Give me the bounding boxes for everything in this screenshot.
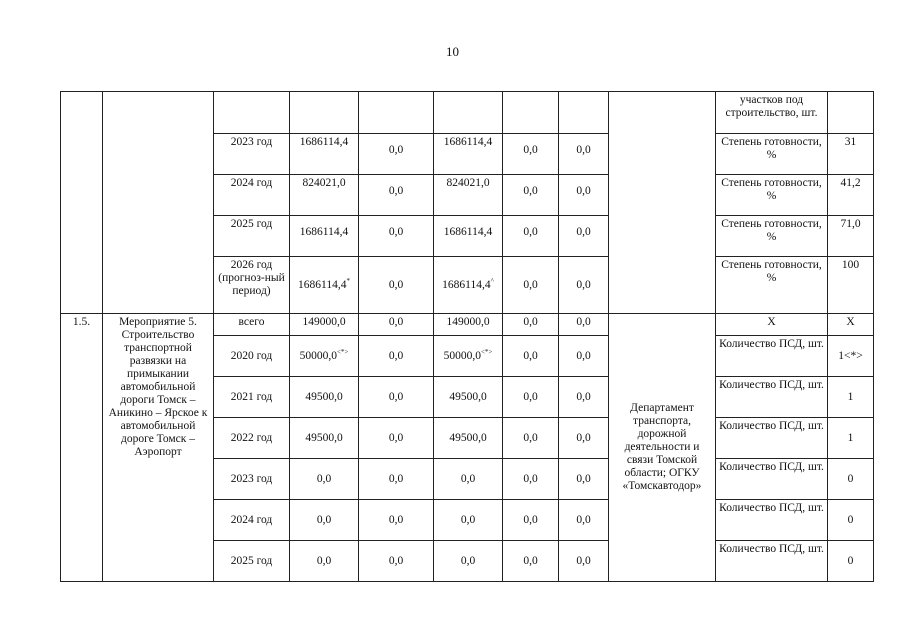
local-cell: 0,0: [503, 314, 559, 336]
indicator-value-cell: 100: [828, 257, 874, 314]
year-cell: 2021 год: [214, 377, 290, 418]
extra-budget-cell: 0,0: [559, 336, 609, 377]
year-cell: всего: [214, 314, 290, 336]
table-row: [61, 314, 874, 336]
indicator-cell: Количество ПСД, шт.: [716, 459, 828, 500]
extra-budget-cell: 0,0: [559, 175, 609, 216]
federal-cell: 0,0: [359, 500, 434, 541]
measure-name: Мероприятие 5. Строительство транспортной развязки на примыкании автомобильной дороги Томск – Аникино – Ярское к автомобильной дороге Томск – Аэропорт: [103, 314, 214, 582]
local-cell: 0,0: [503, 336, 559, 377]
indicator-value-cell: 1<*>: [828, 336, 874, 377]
indicator-value-cell: 41,2: [828, 175, 874, 216]
local-cell: 0,0: [503, 257, 559, 314]
regional-cell: [434, 92, 503, 134]
indicator-value-cell: 31: [828, 134, 874, 175]
local-cell: [503, 92, 559, 134]
year-cell: 2024 год: [214, 500, 290, 541]
indicator-cell: Количество ПСД, шт.: [716, 541, 828, 582]
regional-cell: 49500,0: [434, 418, 503, 459]
year-cell: [214, 92, 290, 134]
indicator-cell: Количество ПСД, шт.: [716, 336, 828, 377]
federal-cell: 0,0: [359, 216, 434, 257]
indicator-cell: Х: [716, 314, 828, 336]
total-cell: 149000,0: [290, 314, 359, 336]
extra-budget-cell: 0,0: [559, 216, 609, 257]
regional-cell: 0,0: [434, 459, 503, 500]
total-cell: 824021,0: [290, 175, 359, 216]
year-cell: 2025 год: [214, 216, 290, 257]
year-cell: 2024 год: [214, 175, 290, 216]
indicator-value-cell: 71,0: [828, 216, 874, 257]
extra-budget-cell: 0,0: [559, 134, 609, 175]
federal-cell: 0,0: [359, 314, 434, 336]
local-cell: 0,0: [503, 500, 559, 541]
federal-cell: 0,0: [359, 541, 434, 582]
footnote-mark: ^: [490, 276, 494, 285]
indicator-value-cell: 1: [828, 377, 874, 418]
extra-budget-cell: 0,0: [559, 257, 609, 314]
total-cell: 0,0: [290, 541, 359, 582]
total-cell: 1686114,4: [290, 134, 359, 175]
regional-cell: 0,0: [434, 500, 503, 541]
indicator-value-cell: Х: [828, 314, 874, 336]
federal-cell: 0,0: [359, 377, 434, 418]
regional-cell: 1686114,4: [434, 216, 503, 257]
regional-cell: 0,0: [434, 541, 503, 582]
measure-number: 1.5.: [61, 314, 103, 582]
indicator-value-cell: 0: [828, 500, 874, 541]
local-cell: 0,0: [503, 134, 559, 175]
extra-budget-cell: 0,0: [559, 418, 609, 459]
total-cell: [290, 92, 359, 134]
indicator-cell: Степень готовности, %: [716, 216, 828, 257]
total-cell: 1686114,4: [290, 216, 359, 257]
indicator-cell: Количество ПСД, шт.: [716, 377, 828, 418]
regional-cell: 824021,0: [434, 175, 503, 216]
extra-budget-cell: 0,0: [559, 377, 609, 418]
total-cell: 1686114,4*: [290, 257, 359, 314]
federal-cell: [359, 92, 434, 134]
federal-cell: 0,0: [359, 257, 434, 314]
total-cell: 0,0: [290, 459, 359, 500]
year-cell: 2025 год: [214, 541, 290, 582]
regional-cell: 149000,0: [434, 314, 503, 336]
local-cell: 0,0: [503, 377, 559, 418]
federal-cell: 0,0: [359, 418, 434, 459]
indicator-cell: Количество ПСД, шт.: [716, 418, 828, 459]
extra-budget-cell: 0,0: [559, 314, 609, 336]
year-cell: 2020 год: [214, 336, 290, 377]
extra-budget-cell: 0,0: [559, 541, 609, 582]
total-cell: 0,0: [290, 500, 359, 541]
name-cell: [103, 92, 214, 314]
local-cell: 0,0: [503, 418, 559, 459]
page-number: 10: [446, 44, 459, 59]
indicator-value-cell: [828, 92, 874, 134]
total-cell: 49500,0: [290, 418, 359, 459]
regional-cell: 50000,0<*>: [434, 336, 503, 377]
total-cell: 49500,0: [290, 377, 359, 418]
program-table: [60, 91, 874, 582]
executor-cell: Департамент транспорта, дорожной деятельности и связи Томской области; ОГКУ «Томскавтодор»: [609, 314, 716, 582]
footnote-mark: <*>: [336, 347, 349, 356]
executor-cell: [609, 92, 716, 314]
number-cell: [61, 92, 103, 314]
indicator-cell: Количество ПСД, шт.: [716, 500, 828, 541]
regional-cell: 49500,0: [434, 377, 503, 418]
total-cell: 50000,0<*>: [290, 336, 359, 377]
indicator-cell: Степень готовности, %: [716, 134, 828, 175]
extra-budget-cell: [559, 92, 609, 134]
regional-cell: 1686114,4^: [434, 257, 503, 314]
indicator-value-cell: 0: [828, 541, 874, 582]
local-cell: 0,0: [503, 216, 559, 257]
federal-cell: 0,0: [359, 134, 434, 175]
year-cell: 2023 год: [214, 134, 290, 175]
indicator-cell: Степень готовности, %: [716, 257, 828, 314]
year-cell: 2022 год: [214, 418, 290, 459]
federal-cell: 0,0: [359, 175, 434, 216]
local-cell: 0,0: [503, 459, 559, 500]
indicator-cell: Степень готовности, %: [716, 175, 828, 216]
footnote-mark: *: [346, 276, 350, 285]
federal-cell: 0,0: [359, 459, 434, 500]
local-cell: 0,0: [503, 541, 559, 582]
footnote-mark: <*>: [480, 347, 493, 356]
federal-cell: 0,0: [359, 336, 434, 377]
local-cell: 0,0: [503, 175, 559, 216]
table-row: [61, 92, 874, 134]
indicator-value-cell: 1: [828, 418, 874, 459]
extra-budget-cell: 0,0: [559, 459, 609, 500]
year-cell: 2026 год (прогноз-ный период): [214, 257, 290, 314]
extra-budget-cell: 0,0: [559, 500, 609, 541]
indicator-value-cell: 0: [828, 459, 874, 500]
year-cell: 2023 год: [214, 459, 290, 500]
regional-cell: 1686114,4: [434, 134, 503, 175]
indicator-cell: участков под строительство, шт.: [716, 92, 828, 134]
